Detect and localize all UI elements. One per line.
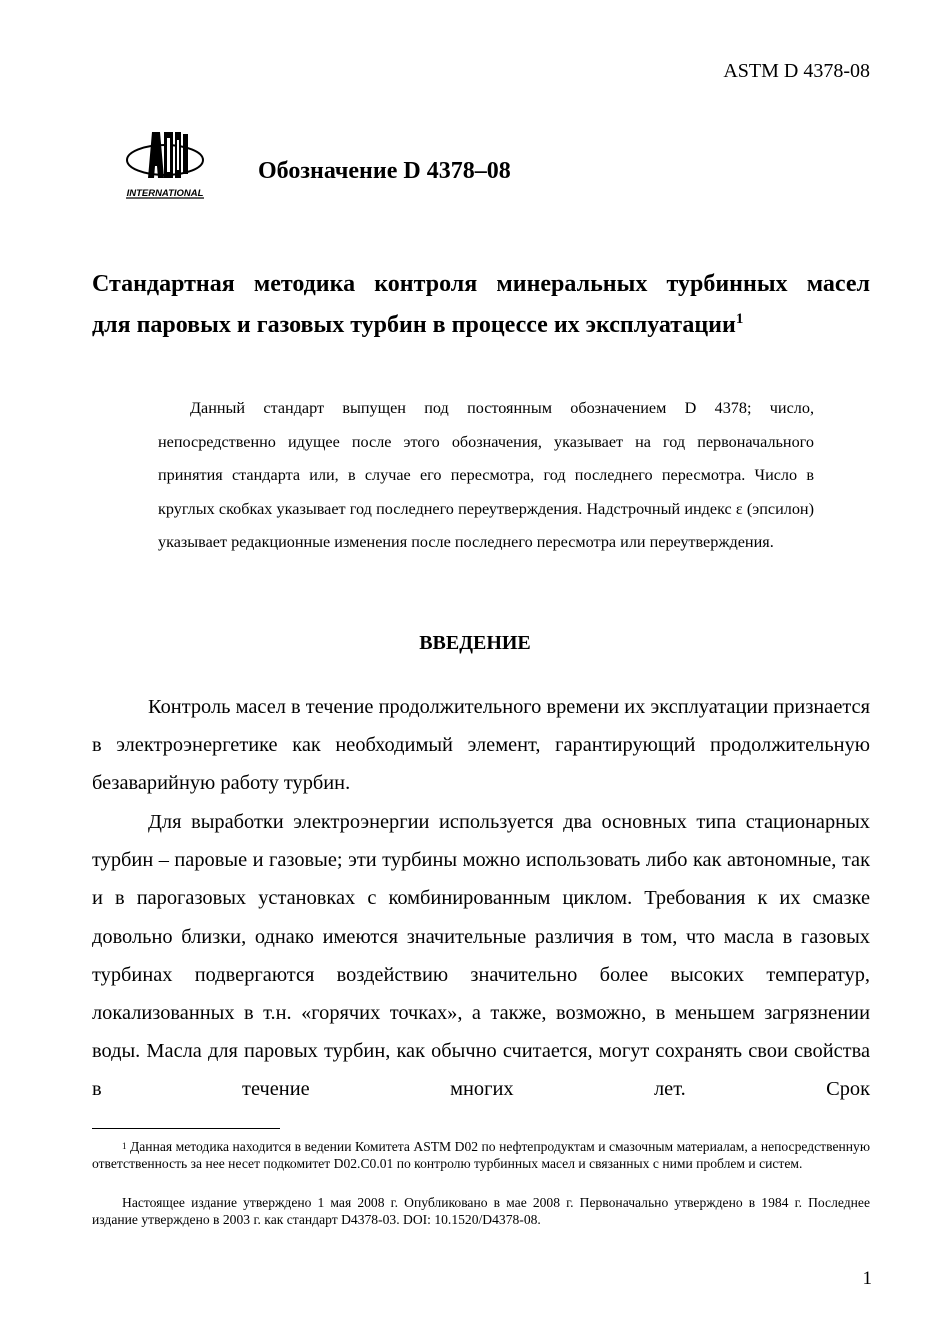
document-code: ASTM D 4378-08 (723, 60, 870, 82)
document-title (92, 264, 870, 346)
title-footnote-mark: 1 (735, 311, 744, 327)
footnote-1-text: Данная методика находится в ведении Комитета ASTM D02 по нефтепродуктам и смазочным материалам, а непосредственную ответственность за нее несет подкомитет D02.C0.01 по контролю турбинных масел и связанных с ними проблем и систем. (92, 1139, 870, 1171)
title-line-2: для паровых и газовых турбин в процессе их эксплуатации (92, 312, 736, 338)
footnote-2: Настоящее издание утверждено 1 мая 2008 г. Опубликовано в мае 2008 г. Первоначально утверждено в 1984 г. Последнее издание утверждено в 2003 г. как стандарт D4378-03. DOI: 10.1520/D4378-08. (92, 1195, 870, 1227)
title-line-1: Стандартная методика контроля минеральных турбинных масел (92, 271, 870, 297)
footnote-1 (92, 1138, 870, 1172)
intro-paragraph-1: Контроль масел в течение продолжительного времени их эксплуатации признается в электроэнергетике как необходимый элемент, гарантирующий продолжительную безаварийную работу турбин. (92, 696, 870, 795)
footnote-separator (92, 1128, 280, 1129)
intro-paragraph-2: Для выработки электроэнергии используется два основных типа стационарных турбин – паровые и газовые; эти турбины можно использовать либо как автономные, так и в парогазовых установках с комбинированным циклом. Требования к их смазке довольно близки, однако имеются значительные различия в том, что масла в газовых турбинах подвергаются воздействию значительно более высоких температур, локализованных в т.н. «горячих точках», а также, возможно, в меньшем загрязнении воды. Масла для паровых турбин, как обычно считается, могут сохранять свои свойства в течение многих лет. Срок (92, 811, 870, 1101)
logo-subtitle: INTERNATIONAL (126, 188, 204, 199)
footnote-1-mark: 1 (122, 1141, 127, 1151)
designation-heading: Обозначение D 4378–08 (258, 158, 511, 184)
page-number: 1 (862, 1268, 872, 1289)
standard-notice: Данный стандарт выпущен под постоянным обозначением D 4378; число, непосредственно идущее после этого обозначения, указывает на год первоначального принятия стандарта или, в случае его пересмотра, год последнего пересмотра. Число в круглых скобках указывает год последнего переутверждения. Надстрочный индекс ε (эпсилон) указывает редакционные изменения после последнего пересмотра или переутверждения. (158, 399, 814, 552)
astm-logo (122, 128, 208, 200)
intro-heading: ВВЕДЕНИЕ (419, 632, 531, 654)
